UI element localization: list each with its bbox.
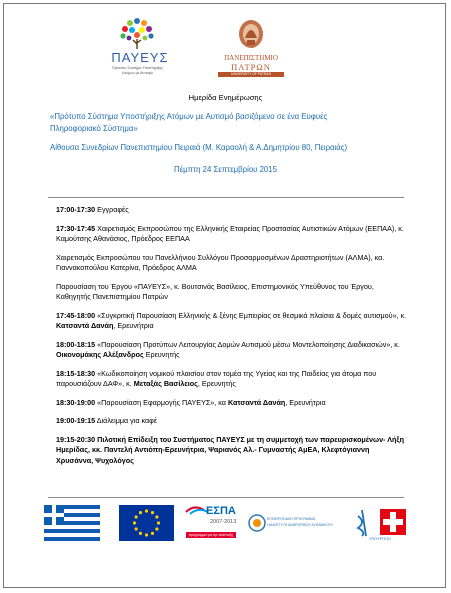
paveus-name: ΠΑΥΕΥΣ bbox=[111, 50, 169, 65]
agenda-item bbox=[56, 369, 408, 390]
event-title-line-2: Πληροφοριακό Σύστημα» bbox=[50, 124, 138, 133]
event-venue: Αίθουσα Συνεδρίων Πανεπιστημίου Πειραιά (Μ. Καραολή & Α.Δημητρίου 80, Πειραιάς) bbox=[50, 143, 348, 152]
agenda-time: 19:00-19:15 bbox=[56, 416, 96, 425]
tree-icon bbox=[120, 18, 153, 49]
op-line-2: «ΑΝΑΠΤΥΞΗ ΑΝΘΡΩΠΙΝΟΥ ΔΥΝΑΜΙΚΟΥ» bbox=[267, 523, 334, 527]
university-of-patras-logo bbox=[218, 18, 284, 78]
agenda-time: 18:30-19:00 bbox=[56, 397, 96, 407]
espa-subtitle: πρόγραμμα για την ανάπτυξη bbox=[188, 533, 234, 537]
agenda-item bbox=[56, 253, 408, 274]
agenda-role: , Ερευνήτρια bbox=[285, 397, 326, 407]
agenda-item bbox=[56, 435, 408, 467]
ministry-logo-icon bbox=[358, 509, 406, 536]
operational-programme-logo-icon bbox=[249, 515, 265, 531]
event-title bbox=[50, 111, 410, 135]
university-name-2: ΠΑΤΡΩΝ bbox=[231, 62, 271, 72]
agenda-speaker: Οικονομάκης Αλέξανδρος bbox=[56, 350, 144, 359]
university-name: ΠΑΝΕΠΙΣΤΗΜΙΟ bbox=[224, 54, 278, 62]
agenda-time: 18:00-18:15 bbox=[56, 339, 96, 349]
agenda-item bbox=[56, 416, 408, 427]
agenda-time: 17:45-18:00 bbox=[56, 310, 96, 320]
agenda-item bbox=[56, 282, 408, 303]
eu-flag-icon bbox=[119, 505, 174, 541]
agenda-text: «Κωδικοποίηση νομικού πλαισίου στον τομέα της Υγείας και της Παιδείας για άτομα που παρουσιάζουν ΔΑΦ», κ. bbox=[56, 368, 377, 388]
event-title-line-1: «Πρότυπο Σύστημα Υποστήριξης Ατόμων με Αυτισμό βασιζόμενο σε ένα Ευφυές bbox=[50, 112, 328, 121]
greek-flag-icon bbox=[44, 505, 100, 541]
event-date: Πέμπτη 24 Σεπτεμβρίου 2015 bbox=[174, 165, 277, 174]
sponsor-logos bbox=[44, 502, 414, 544]
divider-top bbox=[48, 197, 404, 198]
university-motto: UNIVERSITY OF PATRAS bbox=[218, 72, 284, 77]
agenda-time: 17:30-17:45 bbox=[56, 223, 96, 233]
agenda-item bbox=[56, 311, 408, 332]
agenda-time: 19:15-20:30 bbox=[56, 434, 96, 444]
espa-years: 2007-2013 bbox=[210, 519, 237, 525]
divider-bottom bbox=[48, 497, 404, 498]
agenda-speaker: Κατσαντά Δανάη bbox=[56, 321, 114, 330]
agenda-text: Διάλειμμα για καφέ bbox=[95, 416, 158, 425]
agenda-text: Χαιρετισμός Εκπροσώπου του Πανελλήνιου Συλλόγου Προσαρμοσμένων Δραστηριοτήτων (ΑΛΜΑ), κα. Γιαννακοπούλου Κατερίνα, Πρόεδρος ΑΛΜΑ bbox=[56, 252, 385, 272]
agenda-text: «Συγκριτική Παρουσίαση Ελληνικής & ξένης Εμπειρίας σε θεσμικά πλαίσια & δομές αυτισμού», κ. bbox=[95, 310, 407, 320]
agenda-time: 17:00-17:30 bbox=[56, 205, 96, 214]
agenda-item bbox=[56, 224, 408, 245]
paveus-logo bbox=[95, 13, 180, 79]
agenda-text: Πιλοτική Επίδειξη του Συστήματος ΠΑΥΕΥΣ με τη συμμετοχή των παρευρισκομένων- Λήξη Ημερίδας, κκ. Παντελή Αντιόπη-Ερευνήτρια, Ψαριανός Αλ.- Γυμναστής ΑμΕΑ, Κλεφτόγιαννη Χρυσάννα, Ψυχολόγος bbox=[56, 434, 404, 465]
agenda-role: , Ερευνητής bbox=[197, 379, 236, 388]
university-seal-icon bbox=[239, 20, 263, 48]
paveus-tagline-2: Ατόμων με Αυτισμό bbox=[122, 71, 153, 75]
espa-label: ΕΣΠΑ bbox=[206, 505, 236, 517]
paveus-tagline-1: Πρότυπο Σύστημα Υποστήριξης bbox=[112, 66, 163, 70]
agenda-item bbox=[56, 398, 408, 409]
agenda-speaker: Μεταξάς Βασίλειος bbox=[133, 379, 198, 388]
agenda-role: , Ερευνήτρια bbox=[113, 321, 154, 330]
op-line-1: ΕΠΙΧΕΙΡΗΣΙΑΚΟ ΠΡΟΓΡΑΜΜΑ bbox=[267, 517, 316, 521]
agenda-item bbox=[56, 340, 408, 361]
agenda-text: Χαιρετισμός Εκπροσώπου της Ελληνικής Εταιρείας Προστασίας Αυτιστικών Ατόμων (ΕΕΠΑΑ), κ. Καμούτσης Αθανάσιος, Πρόεδρος ΕΕΠΑΑ bbox=[56, 223, 404, 243]
agenda bbox=[56, 205, 408, 474]
agenda-text: Εγγραφές bbox=[95, 205, 129, 214]
agenda-text: «Παρουσίαση Προτύπων Λειτουργίας Δομών Αυτισμού μέσω Μοντελοποίησης Διαδικασιών», κ. bbox=[95, 339, 400, 349]
agenda-speaker: Κατσαντά Δανάη bbox=[227, 397, 286, 407]
event-type: Ημερίδα Ενημέρωσης bbox=[188, 93, 263, 102]
ministry-label: ΥΠΟΥΡΓΕΙΟ bbox=[369, 537, 391, 541]
agenda-text: «Παρουσίαση Εφαρμογής ΠΑΥΕΥΣ», κα bbox=[95, 397, 228, 407]
agenda-role: Ερευνητής bbox=[143, 350, 180, 359]
agenda-item bbox=[56, 205, 408, 216]
agenda-time: 18:15-18:30 bbox=[56, 368, 96, 378]
agenda-text: Παρουσίαση του Έργου «ΠΑΥΕΥΣ», κ. Βουτσινάς Βασίλειος, Επιστημονικός Υπεύθυνος του Έργου, Καθηγητής Πανεπιστημίου Πατρών bbox=[56, 281, 374, 301]
